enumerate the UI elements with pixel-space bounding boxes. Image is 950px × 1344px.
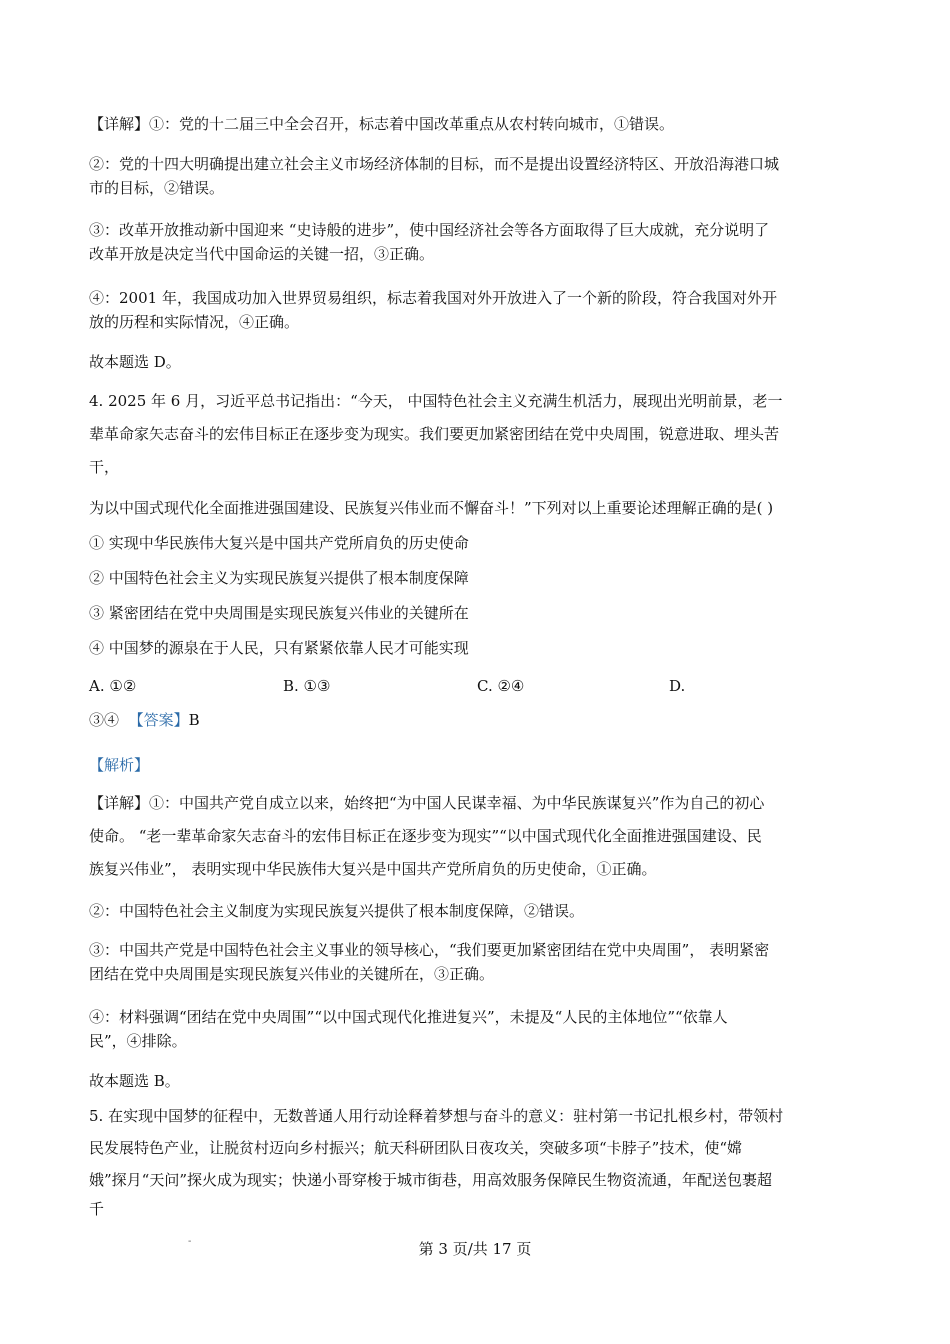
q4-option-a: A. ①② (89, 677, 137, 695)
q3-detail-p2-l2: 市的目标，②错误。 (89, 179, 225, 197)
q4-detail-4-l1: ④：材料强调“团结在党中央周围”“以中国式现代化推进复兴”，未提及“人民的主体地位”“依靠人 (89, 1008, 728, 1026)
q3-detail-p1 (89, 114, 674, 134)
q5-stem-l3: 娥”探月“天问”探火成为现实；快递小哥穿梭于城市街巷，用高效服务保障民生物资流通，年配送包裹超 (89, 1171, 773, 1189)
q3-detail-p1-text: ①：党的十二届三中全会召开，标志着中国改革重点从农村转向城市，①错误。 (149, 115, 675, 133)
q4-item-2: ② 中国特色社会主义为实现民族复兴提供了根本制度保障 (89, 569, 469, 587)
q4-detail-1-l3: 族复兴伟业”， 表明实现中华民族伟大复兴是中国共产党所肩负的历史使命，①正确。 (89, 860, 657, 878)
analysis-tag: 【解析】 (89, 756, 150, 774)
q3-detail-p4-l2: 放的历程和实际情况，④正确。 (89, 313, 300, 331)
q4-option-d: D. (669, 677, 686, 695)
q5-stem-l4: 千 (89, 1200, 105, 1218)
q4-option-c: C. ②④ (477, 677, 525, 695)
q4-option-b: B. ①③ (283, 677, 331, 695)
q4-detail-4-l2: 民”，④排除。 (89, 1032, 187, 1050)
q4-detail-1-l2: 使命。 “老一辈革命家矢志奋斗的宏伟目标正在逐步变为现实”“以中国式现代化全面推进强国建设、民 (89, 827, 762, 845)
q5-stem-l1: 5. 在实现中国梦的征程中，无数普通人用行动诠释着梦想与奋斗的意义：驻村第一书记扎根乡村，带领村 (89, 1107, 784, 1125)
detail-tag: 【详解】 (89, 115, 150, 133)
answer-tag: 【答案】 (128, 711, 189, 729)
q4-conclusion: 故本题选 B。 (89, 1072, 180, 1090)
q4-detail-3-l2: 团结在党中央周围是实现民族复兴伟业的关键所在，③正确。 (89, 965, 495, 983)
q4-option-d-cont: ③④ (89, 711, 120, 729)
q4-detail-2: ②：中国特色社会主义制度为实现民族复兴提供了根本制度保障，②错误。 (89, 902, 585, 920)
q4-stem-l2: 辈革命家矢志奋斗的宏伟目标正在逐步变为现实。我们要更加紧密团结在党中央周围，锐意进取、埋头苦 (89, 425, 780, 443)
q3-conclusion: 故本题选 D。 (89, 353, 181, 371)
q4-stem-l3: 干， (89, 458, 120, 476)
q4-detail-3-l1: ③：中国共产党是中国特色社会主义事业的领导核心，“我们要更加紧密团结在党中央周围”， 表明紧密 (89, 941, 770, 959)
q4-item-1: ① 实现中华民族伟大复兴是中国共产党所肩负的历史使命 (89, 534, 469, 552)
q4-stem-l1: 4. 2025 年 6 月，习近平总书记指出：“今天， 中国特色社会主义充满生机活力，展现出光明前景，老一 (89, 392, 783, 410)
page-number: 第 3 页/共 17 页 (418, 1240, 532, 1258)
q4-detail-1-l1-text: ①：中国共产党自成立以来，始终把“为中国人民谋幸福、为中华民族谋复兴”作为自己的初心 (149, 794, 765, 812)
q4-answer-line (89, 710, 200, 730)
detail-tag: 【详解】 (89, 794, 150, 812)
q4-item-4: ④ 中国梦的源泉在于人民，只有紧紧依靠人民才可能实现 (89, 639, 469, 657)
q3-detail-p3-l2: 改革开放是决定当代中国命运的关键一招，③正确。 (89, 245, 435, 263)
q3-detail-p4-l1: ④：2001 年，我国成功加入世界贸易组织，标志着我国对外开放进入了一个新的阶段，符合我国对外开 (89, 289, 777, 307)
answer-value: B (188, 711, 200, 729)
q3-detail-p3-l1: ③：改革开放推动新中国迎来 “史诗般的进步”，使中国经济社会等各方面取得了巨大成就，充分说明了 (89, 221, 770, 239)
q5-stem-l2: 民发展特色产业，让脱贫村迈向乡村振兴；航天科研团队日夜攻关，突破多项“卡脖子”技术，使“嫦 (89, 1139, 743, 1157)
q4-stem-l4: 为以中国式现代化全面推进强国建设、民族复兴伟业而不懈奋斗！”下列对以上重要论述理解正确的是( ) (89, 499, 774, 517)
q4-item-3: ③ 紧密团结在党中央周围是实现民族复兴伟业的关键所在 (89, 604, 469, 622)
q3-detail-p2-l1: ②：党的十四大明确提出建立社会主义市场经济体制的目标，而不是提出设置经济特区、开放沿海港口城 (89, 155, 780, 173)
footer-mark: - (188, 1236, 192, 1247)
q4-detail-1-l1 (89, 793, 764, 813)
